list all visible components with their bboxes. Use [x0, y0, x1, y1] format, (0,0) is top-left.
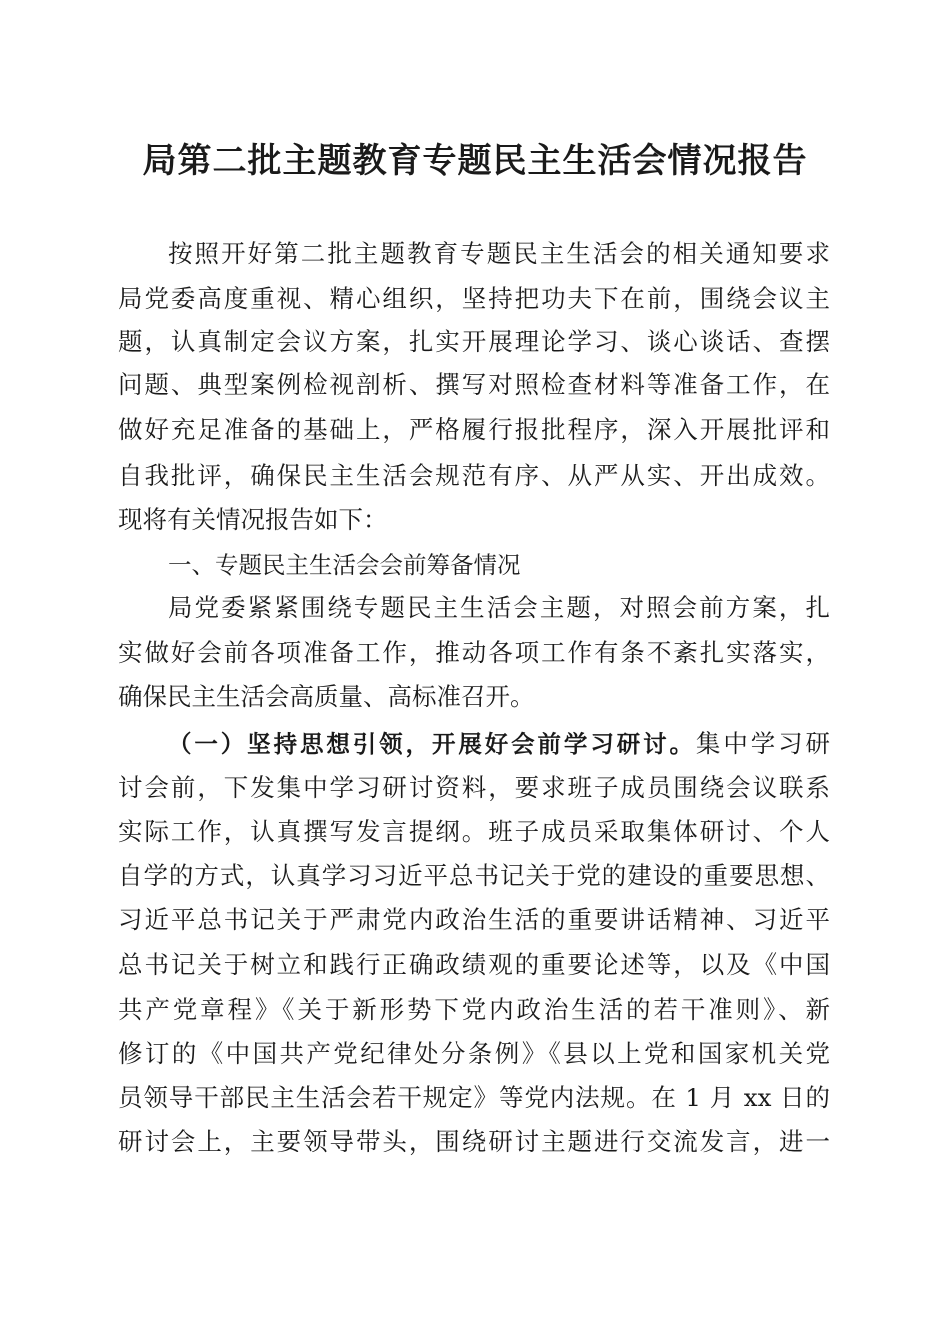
paragraph-line: 研讨会上，主要领导带头，围绕研讨主题进行交流发言，进一 [118, 1127, 830, 1156]
paragraph-line: 实际工作，认真撰写发言提纲。班子成员采取集体研讨、个人 [118, 817, 830, 846]
paragraph-line: 题，认真制定会议方案，扎实开展理论学习、谈心谈话、查摆 [118, 327, 830, 356]
paragraph-line: 修订的《中国共产党纪律处分条例》《县以上党和国家机关党 [118, 1039, 830, 1068]
paragraph-line: 自我批评，确保民主生活会规范有序、从严从实、开出成效。 [118, 461, 830, 490]
paragraph-line: 习近平总书记关于严肃党内政治生活的重要讲话精神、习近平 [118, 905, 830, 934]
paragraph-line: 现将有关情况报告如下： [118, 505, 388, 534]
subsection-first-line [168, 726, 830, 762]
subsection-text: 集中学习研 [695, 729, 831, 758]
paragraph-line: 自学的方式，认真学习习近平总书记关于党的建设的重要思想、 [118, 861, 830, 890]
paragraph-line: 问题、典型案例检视剖析、撰写对照检查材料等准备工作，在 [118, 370, 830, 399]
document-title: 局第二批主题教育专题民主生活会情况报告 [142, 141, 808, 181]
paragraph-line: 共产党章程》《关于新形势下党内政治生活的若干准则》、新 [118, 995, 830, 1024]
subsection-heading: （一）坚持思想引领，开展好会前学习研讨。 [168, 730, 696, 758]
paragraph-line: 按照开好第二批主题教育专题民主生活会的相关通知要求 [168, 239, 830, 268]
paragraph-line: 做好充足准备的基础上，严格履行报批程序，深入开展批评和 [118, 415, 830, 444]
paragraph-line: 确保民主生活会高质量、高标准召开。 [118, 682, 535, 711]
paragraph-line: 讨会前，下发集中学习研讨资料，要求班子成员围绕会议联系 [118, 773, 830, 802]
paragraph-line: 局党委紧紧围绕专题民主生活会主题，对照会前方案，扎 [168, 593, 830, 622]
paragraph-line: 总书记关于树立和践行正确政绩观的重要论述等，以及《中国 [118, 950, 830, 979]
paragraph-line: 局党委高度重视、精心组织，坚持把功夫下在前，围绕会议主 [118, 284, 830, 313]
paragraph-line: 实做好会前各项准备工作，推动各项工作有条不紊扎实落实， [118, 638, 830, 667]
paragraph-line: 员领导干部民主生活会若干规定》等党内法规。在 1 月 xx 日的 [118, 1083, 830, 1112]
section-heading: 一、专题民主生活会会前筹备情况 [168, 551, 521, 579]
